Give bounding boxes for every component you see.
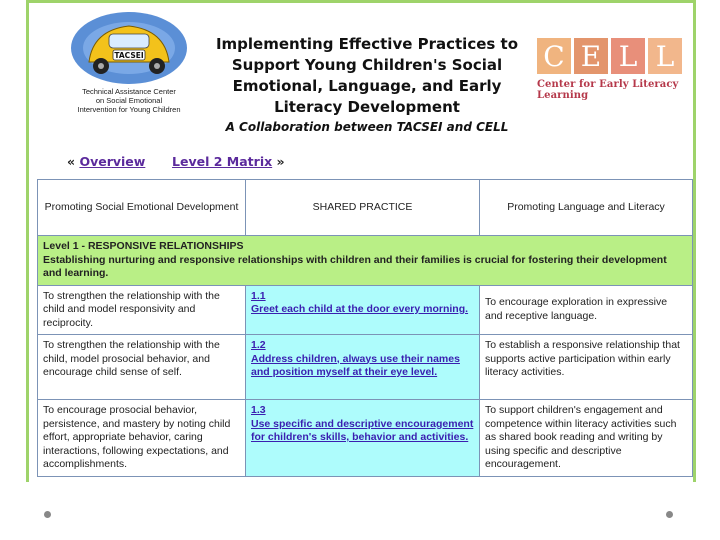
page-title: Implementing Effective Practices to Support Young Children's Social Emotional, Language, and Early Literacy Development (215, 35, 519, 116)
nav-right-quote: » (276, 154, 285, 169)
caption-line-2: on Social Emotional (95, 96, 163, 105)
table-row (38, 400, 693, 477)
shared-practice-1-1[interactable] (246, 285, 480, 335)
practice-number-link[interactable]: 1.3 (251, 404, 266, 416)
level-1-title: Level 1 - RESPONSIVE RELATIONSHIPS (43, 240, 244, 252)
cell-letters (537, 38, 696, 74)
practice-link[interactable]: Greet each child at the door every morning. (251, 303, 469, 315)
header-social-emotional: Promoting Social Emotional Development (38, 180, 246, 236)
frame-top-border (29, 0, 693, 3)
practice-link[interactable]: Address children, always use their names and position myself at their eye level. (251, 352, 460, 378)
literacy-goal-1-3: To support children's engagement and competence within literacy activities such as shared book reading and writing by using specific and descriptive encouragement. (480, 400, 693, 477)
social-goal-1-3: To encourage prosocial behavior, persistence, and mastery by noting child effort, appropriate behavior, caring interactions, following expectations, and accomplishments. (38, 400, 246, 477)
nav-left-quote: « (67, 154, 76, 169)
tacsei-logo (59, 10, 199, 120)
practice-matrix-table (37, 179, 693, 477)
left-handle-dot (44, 511, 51, 518)
cell-tagline: Center for Early Literacy Learning (537, 79, 679, 101)
header-shared-practice: SHARED PRACTICE (246, 180, 480, 236)
level2-matrix-link[interactable]: Level 2 Matrix (172, 154, 273, 169)
level-1-text: Establishing nurturing and responsive relationships with children and their families is crucial for fostering their development and learning. (43, 253, 667, 279)
cell-letter-l2: L (648, 38, 682, 74)
level-1-cell (38, 236, 693, 286)
header-language-literacy: Promoting Language and Literacy (480, 180, 693, 236)
tacsei-badge: TACSEI (114, 51, 144, 60)
tacsei-caption (59, 87, 199, 114)
overview-link[interactable]: Overview (79, 154, 146, 169)
shared-practice-1-2[interactable] (246, 335, 480, 400)
shared-practice-1-3[interactable] (246, 400, 480, 477)
cell-letter-e: E (574, 38, 608, 74)
literacy-goal-1-2: To establish a responsive relationship that supports active participation within early literacy activities. (480, 335, 693, 400)
caption-line-1: Technical Assistance Center (82, 87, 176, 96)
page-subtitle: A Collaboration between TACSEI and CELL (225, 120, 509, 134)
social-goal-1-2: To strengthen the relationship with the child, model prosocial behavior, and encourage child sense of self. (38, 335, 246, 400)
literacy-goal-1-1: To encourage exploration in expressive and receptive language. (480, 285, 693, 335)
right-handle-dot (666, 511, 673, 518)
matrix-nav (67, 154, 285, 169)
table-header-row (38, 180, 693, 236)
practice-link[interactable]: Use specific and descriptive encouragement for children's skills, behavior and activities. (251, 417, 474, 443)
level-1-row (38, 236, 693, 286)
table-row (38, 335, 693, 400)
social-goal-1-1: To strengthen the relationship with the child and model responsivity and reciprocity. (38, 285, 246, 335)
page-frame (26, 0, 696, 482)
practice-number-link[interactable]: 1.1 (251, 289, 266, 302)
taxi-icon (59, 10, 199, 90)
cell-logo (537, 38, 696, 100)
table-row (38, 285, 693, 335)
cell-letter-l1: L (611, 38, 645, 74)
caption-line-3: Intervention for Young Children (77, 105, 181, 114)
cell-letter-c: C (537, 38, 571, 74)
practice-number-link[interactable]: 1.2 (251, 339, 266, 351)
